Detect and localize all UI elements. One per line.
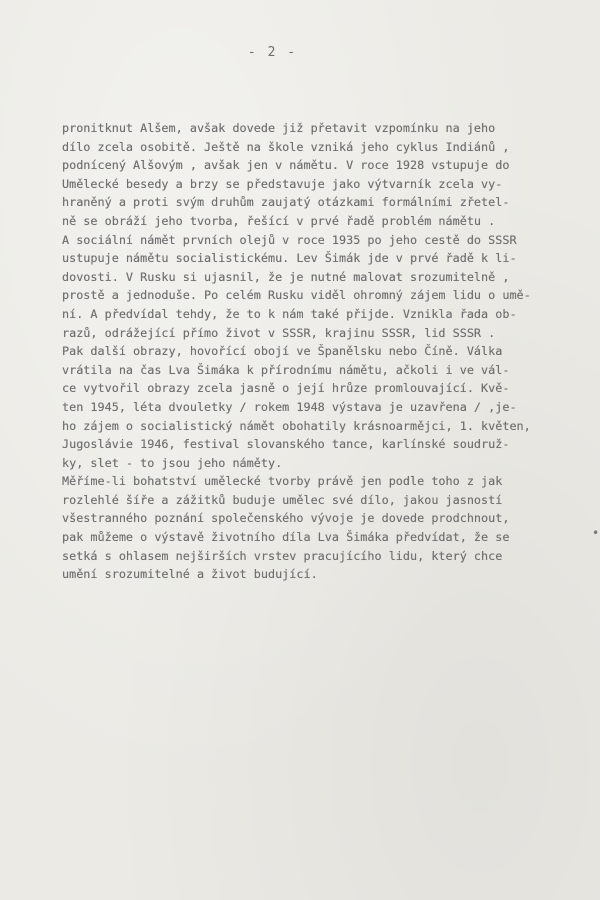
text-line: vrátila na čas Lva Šimáka k přírodnímu námětu, ačkoli i ve vál- <box>62 362 510 377</box>
text-line: ho zájem o socialistický námět obohatily krásnoarmějci, 1. květen, <box>62 418 531 433</box>
page-number: - 2 - <box>247 45 298 60</box>
text-line: Umělecké besedy a brzy se představuje jako výtvarník zcela vy- <box>62 176 503 191</box>
body-text <box>62 119 598 584</box>
text-line: prostě a jednoduše. Po celém Rusku viděl ohromný zájem lidu o umě- <box>62 288 531 303</box>
text-line: ustupuje námětu socialistickému. Lev Šimák jde v prvé řadě k li- <box>62 251 517 266</box>
text-line: pak můžeme o výstavě životního díla Lva Šimáka předvídat, že se <box>62 530 510 545</box>
text-line: pronitknut Alšem, avšak dovede již přetavit vzpomínku na jeho <box>62 121 496 135</box>
text-line: všestranného poznání společenského vývoje je dovede prodchnout, <box>62 511 510 526</box>
text-line: setká s ohlasem nejširších vrstev pracujícího lidu, který chce <box>62 548 503 563</box>
text-line: ně se obráží jeho tvorba, řešící v prvé řadě problém námětu . <box>62 213 496 228</box>
text-line: umění srozumitelné a život budující. <box>62 567 318 582</box>
text-line: Měříme-li bohatství umělecké tvorby právě jen podle toho z jak <box>62 474 503 489</box>
text-line: rozlehlé šíře a zážitků buduje umělec své dílo, jakou jasností <box>62 492 503 507</box>
text-line: Pak další obrazy, hovořící obojí ve Španělsku nebo Číně. Válka <box>62 344 503 359</box>
text-line: dovosti. V Rusku si ujasnil, že je nutné malovat srozumitelně , <box>62 269 510 284</box>
text-line: A sociální námět prvních olejů v roce 1935 po jeho cestě do SSSR <box>62 232 517 247</box>
text-line: ní. A předvídal tehdy, že to k nám také přijde. Vznikla řada ob- <box>62 306 517 321</box>
text-line: dílo zcela osobitě. Ještě na škole vzniká jeho cyklus Indiánů , <box>62 139 510 154</box>
text-line: ce vytvořil obrazy zcela jasně o její hrůze promlouvající. Kvě- <box>62 381 510 396</box>
text-line: ten 1945, léta dvouletky / rokem 1948 výstava je uzavřena / ,je- <box>62 399 517 414</box>
text-line: podnícený Alšovým , avšak jen v námětu. V roce 1928 vstupuje do <box>62 158 510 173</box>
text-line: ky, slet - to jsou jeho náměty. <box>62 455 283 470</box>
text-line: hraněný a proti svým druhům zaujatý otázkami formálními zřetel- <box>62 195 510 210</box>
margin-mark: • <box>592 526 600 540</box>
text-line: Jugoslávie 1946, festival slovanského tance, karlínské soudruž- <box>62 437 510 452</box>
text-line: razů, odrážející přímo život v SSSR, krajinu SSSR, lid SSSR . <box>62 325 496 340</box>
